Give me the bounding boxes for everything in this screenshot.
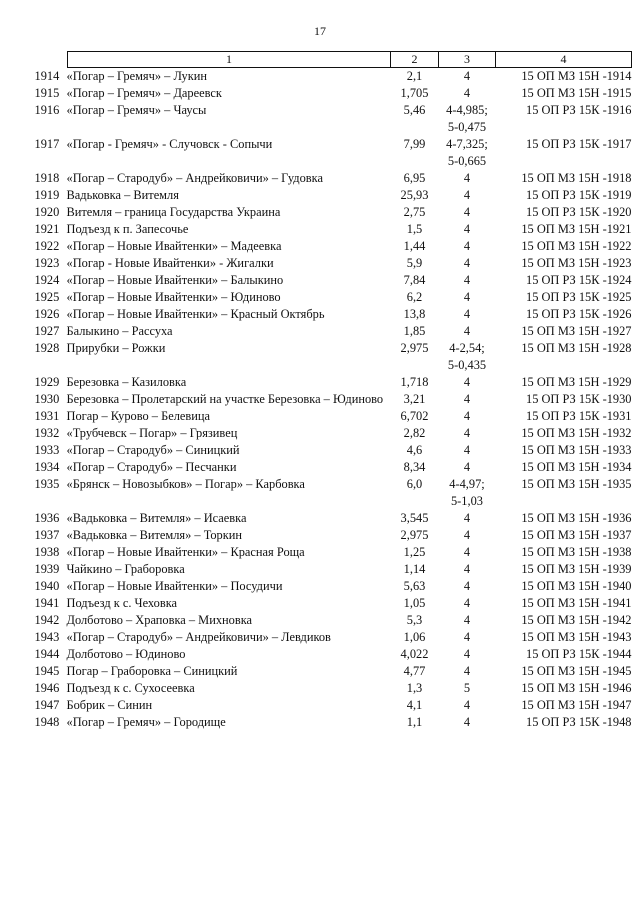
table-header — [68, 52, 632, 68]
road-code: 15 ОП РЗ 15К -1924 — [526, 273, 632, 287]
road-category: 4 — [463, 443, 471, 457]
road-code: 15 ОП МЗ 15Н -1928 — [521, 341, 632, 355]
table-row — [68, 170, 632, 187]
road-name-cell — [34, 595, 391, 612]
road-name: «Погар – Стародуб» – Песчанки — [66, 460, 237, 474]
road-length: 8,34 — [403, 460, 426, 474]
road-code: 15 ОП РЗ 15К -1930 — [526, 392, 632, 406]
road-name: «Погар – Новые Ивайтенки» – Юдиново — [66, 290, 281, 304]
table-row — [68, 306, 632, 323]
road-code: 15 ОП МЗ 15Н -1921 — [521, 222, 632, 236]
road-code: 15 ОП МЗ 15Н -1923 — [521, 256, 632, 270]
road-category: 4 — [463, 239, 471, 253]
row-number: 1941 — [34, 596, 60, 610]
road-code: 15 ОП РЗ 15К -1948 — [526, 715, 632, 729]
road-length: 1,705 — [400, 86, 429, 100]
row-number: 1926 — [34, 307, 60, 321]
road-category: 4-2,54; 5-0,435 — [447, 341, 487, 372]
table-row — [68, 238, 632, 255]
row-number: 1929 — [34, 375, 60, 389]
road-code: 15 ОП РЗ 15К -1917 — [526, 137, 632, 151]
row-number: 1917 — [34, 137, 60, 151]
road-code: 15 ОП МЗ 15Н -1935 — [521, 477, 632, 491]
road-length: 4,022 — [400, 647, 429, 661]
road-name: «Трубчевск – Погар» – Грязивец — [66, 426, 238, 440]
road-length: 3,545 — [400, 511, 429, 525]
road-category: 4 — [463, 460, 471, 474]
road-length: 1,14 — [403, 562, 426, 576]
road-name: Березовка – Пролетарский на участке Березовка – Юдиново — [66, 392, 384, 406]
road-code: 15 ОП МЗ 15Н -1937 — [521, 528, 632, 542]
road-name-cell — [34, 459, 391, 476]
road-category: 4 — [463, 324, 471, 338]
road-length: 1,25 — [403, 545, 426, 559]
road-category: 4 — [463, 630, 471, 644]
row-number: 1916 — [34, 103, 60, 117]
road-code: 15 ОП МЗ 15Н -1927 — [521, 324, 632, 338]
road-name: Долботово – Храповка – Михновка — [66, 613, 253, 627]
road-length: 1,06 — [403, 630, 426, 644]
table-row — [68, 646, 632, 663]
road-category: 4 — [463, 562, 471, 576]
road-name: Чайкино – Граборовка — [66, 562, 185, 576]
row-number: 1923 — [34, 256, 60, 270]
road-name: «Погар – Стародуб» – Синицкий — [66, 443, 240, 457]
road-name-cell — [34, 578, 391, 595]
road-category: 4 — [463, 69, 471, 83]
road-length: 6,0 — [406, 477, 423, 491]
table-row — [68, 476, 632, 510]
road-length: 1,85 — [403, 324, 426, 338]
road-name-cell — [34, 425, 391, 442]
table-row — [68, 680, 632, 697]
road-name-cell — [34, 85, 391, 102]
road-category: 4-7,325; 5-0,665 — [446, 137, 488, 168]
row-number: 1920 — [34, 205, 60, 219]
road-length: 7,99 — [403, 137, 426, 151]
road-name: Подъезд к с. Чеховка — [66, 596, 178, 610]
table-row — [68, 136, 632, 170]
road-name: «Вадьковка – Витемля» – Торкин — [66, 528, 243, 542]
table-row — [68, 187, 632, 204]
road-name-cell — [34, 663, 391, 680]
table-row — [68, 272, 632, 289]
table-row — [68, 595, 632, 612]
road-code: 15 ОП РЗ 15К -1931 — [526, 409, 632, 423]
road-code: 15 ОП МЗ 15Н -1936 — [521, 511, 632, 525]
road-category: 4 — [463, 596, 471, 610]
road-name: Погар – Курово – Белевица — [66, 409, 210, 423]
road-name: «Погар – Новые Ивайтенки» – Красный Октябрь — [66, 307, 325, 321]
road-name-cell — [34, 612, 391, 629]
road-name-cell — [34, 544, 391, 561]
road-category: 4 — [463, 205, 471, 219]
road-category: 4 — [463, 86, 471, 100]
road-category: 4 — [463, 664, 471, 678]
table-row — [68, 374, 632, 391]
road-length: 2,975 — [400, 528, 429, 542]
road-name-cell — [34, 374, 391, 391]
road-name-cell — [34, 221, 391, 238]
road-code: 15 ОП РЗ 15К -1920 — [526, 205, 632, 219]
road-category: 4 — [463, 409, 471, 423]
road-code: 15 ОП МЗ 15Н -1938 — [521, 545, 632, 559]
table-row — [68, 204, 632, 221]
row-number: 1930 — [34, 392, 60, 406]
road-category: 4 — [463, 375, 471, 389]
road-length: 4,6 — [406, 443, 423, 457]
road-length: 2,75 — [403, 205, 426, 219]
road-code: 15 ОП РЗ 15К -1926 — [526, 307, 632, 321]
row-number: 1921 — [34, 222, 60, 236]
road-category: 4 — [463, 545, 471, 559]
header-col-4: 4 — [496, 52, 632, 68]
road-category: 4-4,97; 5-1,03 — [449, 477, 485, 508]
road-category: 4 — [463, 307, 471, 321]
road-length: 2,1 — [406, 69, 423, 83]
road-category: 4 — [463, 579, 471, 593]
road-name-cell — [34, 289, 391, 306]
road-name-cell — [34, 697, 391, 714]
road-length: 1,718 — [400, 375, 429, 389]
table-row — [68, 578, 632, 595]
table-row — [68, 289, 632, 306]
road-length: 5,3 — [406, 613, 423, 627]
road-name: «Погар – Новые Ивайтенки» – Мадеевка — [66, 239, 282, 253]
table-row — [68, 255, 632, 272]
road-length: 1,3 — [406, 681, 423, 695]
row-number: 1947 — [34, 698, 60, 712]
road-name-cell — [34, 323, 391, 340]
road-name-cell — [34, 646, 391, 663]
page-number: 17 — [314, 24, 326, 38]
row-number: 1943 — [34, 630, 60, 644]
roads-table — [34, 51, 632, 731]
road-name-cell — [34, 306, 391, 323]
road-length: 6,702 — [400, 409, 429, 423]
road-category: 4 — [463, 290, 471, 304]
table-row — [68, 459, 632, 476]
row-number: 1928 — [34, 341, 60, 355]
road-category: 4 — [463, 426, 471, 440]
road-name: Погар – Граборовка – Синицкий — [66, 664, 238, 678]
road-code: 15 ОП МЗ 15Н -1929 — [521, 375, 632, 389]
road-name: Вадьковка – Витемля — [66, 188, 179, 202]
road-name-cell — [34, 68, 391, 86]
row-number: 1937 — [34, 528, 60, 542]
road-name: «Брянск – Новозыбков» – Погар» – Карбовка — [66, 477, 305, 491]
road-code: 15 ОП МЗ 15Н -1914 — [521, 69, 632, 83]
row-number: 1919 — [34, 188, 60, 202]
road-category: 4 — [463, 256, 471, 270]
road-length: 4,1 — [406, 698, 423, 712]
road-category: 4 — [463, 528, 471, 542]
table-row — [68, 714, 632, 731]
road-name: «Погар – Новые Ивайтенки» – Красная Роща — [66, 545, 305, 559]
road-category: 4 — [463, 698, 471, 712]
road-name: «Вадьковка – Витемля» – Исаевка — [66, 511, 247, 525]
row-number: 1946 — [34, 681, 60, 695]
road-code: 15 ОП МЗ 15Н -1939 — [521, 562, 632, 576]
road-name-cell — [34, 527, 391, 544]
road-category: 4 — [463, 273, 471, 287]
road-length: 4,77 — [403, 664, 426, 678]
table-body — [34, 68, 632, 732]
road-code: 15 ОП МЗ 15Н -1942 — [521, 613, 632, 627]
table-row — [68, 697, 632, 714]
header-row — [68, 52, 632, 68]
row-number: 1933 — [34, 443, 60, 457]
road-code: 15 ОП РЗ 15К -1916 — [526, 103, 632, 117]
road-name-cell — [34, 561, 391, 578]
road-category: 4 — [463, 188, 471, 202]
road-code: 15 ОП РЗ 15К -1925 — [526, 290, 632, 304]
road-code: 15 ОП РЗ 15К -1919 — [526, 188, 632, 202]
road-name: «Погар – Гремяч» – Дареевск — [66, 86, 222, 100]
road-category: 4 — [463, 171, 471, 185]
road-name-cell — [34, 680, 391, 697]
road-category: 5 — [463, 681, 471, 695]
row-number: 1939 — [34, 562, 60, 576]
row-number: 1945 — [34, 664, 60, 678]
row-number: 1924 — [34, 273, 60, 287]
road-name-cell — [34, 136, 391, 170]
road-code: 15 ОП МЗ 15Н -1933 — [521, 443, 632, 457]
road-length: 1,05 — [403, 596, 426, 610]
road-length: 13,8 — [403, 307, 426, 321]
road-name: Бобрик – Синин — [66, 698, 153, 712]
road-code: 15 ОП МЗ 15Н -1934 — [521, 460, 632, 474]
road-name: «Погар – Гремяч» – Чаусы — [66, 103, 207, 117]
road-length: 7,84 — [403, 273, 426, 287]
table-row — [68, 102, 632, 136]
road-name-cell — [34, 510, 391, 527]
row-number: 1940 — [34, 579, 60, 593]
road-name: «Погар - Новые Ивайтенки» - Жигалки — [66, 256, 274, 270]
road-name: Подъезд к п. Запесочье — [66, 222, 189, 236]
road-name-cell — [34, 204, 391, 221]
row-number: 1918 — [34, 171, 60, 185]
road-name: Долботово – Юдиново — [66, 647, 186, 661]
row-number: 1925 — [34, 290, 60, 304]
road-length: 6,95 — [403, 171, 426, 185]
table-row — [68, 442, 632, 459]
road-category: 4 — [463, 511, 471, 525]
road-code: 15 ОП МЗ 15Н -1943 — [521, 630, 632, 644]
row-number: 1938 — [34, 545, 60, 559]
row-number: 1914 — [34, 69, 60, 83]
row-number: 1936 — [34, 511, 60, 525]
road-code: 15 ОП МЗ 15Н -1945 — [521, 664, 632, 678]
table-row — [68, 527, 632, 544]
road-name: «Погар – Гремяч» – Лукин — [66, 69, 208, 83]
header-col-2: 2 — [391, 52, 439, 68]
road-name-cell — [34, 714, 391, 731]
road-length: 2,82 — [403, 426, 426, 440]
road-name-cell — [34, 629, 391, 646]
table-row — [68, 629, 632, 646]
road-code: 15 ОП МЗ 15Н -1940 — [521, 579, 632, 593]
road-code: 15 ОП МЗ 15Н -1915 — [521, 86, 632, 100]
road-name: Балыкино – Рассуха — [66, 324, 173, 338]
row-number: 1915 — [34, 86, 60, 100]
road-length: 2,975 — [400, 341, 429, 355]
road-name-cell — [34, 187, 391, 204]
road-length: 6,2 — [406, 290, 423, 304]
road-name-cell — [34, 442, 391, 459]
road-name-cell — [34, 255, 391, 272]
road-category: 4 — [463, 647, 471, 661]
row-number: 1944 — [34, 647, 60, 661]
road-name: «Погар - Гремяч» - Случовск - Сопычи — [66, 137, 273, 151]
road-length: 1,1 — [406, 715, 423, 729]
row-number: 1931 — [34, 409, 60, 423]
table-row — [68, 544, 632, 561]
road-name: Прирубки – Рожки — [66, 341, 166, 355]
header-col-1: 1 — [68, 52, 391, 68]
road-name-cell — [34, 391, 391, 408]
road-code: 15 ОП МЗ 15Н -1947 — [521, 698, 632, 712]
table-row — [68, 323, 632, 340]
road-length: 5,63 — [403, 579, 426, 593]
road-name: Подъезд к с. Сухосеевка — [66, 681, 195, 695]
row-number: 1948 — [34, 715, 60, 729]
road-name: «Погар – Стародуб» – Андрейковичи» – Левдиков — [66, 630, 331, 644]
table-row — [68, 221, 632, 238]
road-category: 4-4,985; 5-0,475 — [446, 103, 488, 134]
table-row — [68, 340, 632, 374]
row-number: 1934 — [34, 460, 60, 474]
road-name: «Погар – Стародуб» – Андрейковичи» – Гудовка — [66, 171, 323, 185]
road-name-cell — [34, 170, 391, 187]
row-number: 1935 — [34, 477, 60, 491]
table-row — [68, 68, 632, 86]
road-category: 4 — [463, 222, 471, 236]
road-name-cell — [34, 102, 391, 136]
road-length: 25,93 — [400, 188, 429, 202]
road-code: 15 ОП МЗ 15Н -1932 — [521, 426, 632, 440]
road-name-cell — [34, 272, 391, 289]
table-row — [68, 510, 632, 527]
row-number: 1942 — [34, 613, 60, 627]
road-name-cell — [34, 238, 391, 255]
road-name: Витемля – граница Государства Украина — [66, 205, 281, 219]
table-row — [68, 425, 632, 442]
road-name: «Погар – Гремяч» – Городище — [66, 715, 226, 729]
road-category: 4 — [463, 715, 471, 729]
road-name-cell — [34, 476, 391, 510]
road-length: 1,5 — [406, 222, 423, 236]
road-name: Березовка – Казиловка — [66, 375, 187, 389]
table-row — [68, 408, 632, 425]
road-code: 15 ОП МЗ 15Н -1946 — [521, 681, 632, 695]
row-number: 1927 — [34, 324, 60, 338]
road-category: 4 — [463, 392, 471, 406]
road-name: «Погар – Новые Ивайтенки» – Балыкино — [66, 273, 284, 287]
row-number: 1922 — [34, 239, 60, 253]
header-col-3: 3 — [439, 52, 496, 68]
road-length: 5,9 — [406, 256, 423, 270]
road-length: 1,44 — [403, 239, 426, 253]
road-code: 15 ОП РЗ 15К -1944 — [526, 647, 632, 661]
road-name: «Погар – Новые Ивайтенки» – Посудичи — [66, 579, 283, 593]
road-name-cell — [34, 340, 391, 374]
table-row — [68, 561, 632, 578]
table-row — [68, 663, 632, 680]
road-length: 3,21 — [403, 392, 426, 406]
table-row — [68, 85, 632, 102]
road-length: 5,46 — [403, 103, 426, 117]
table-row — [68, 391, 632, 408]
row-number: 1932 — [34, 426, 60, 440]
road-code: 15 ОП МЗ 15Н -1918 — [521, 171, 632, 185]
road-code: 15 ОП МЗ 15Н -1941 — [521, 596, 632, 610]
road-code: 15 ОП МЗ 15Н -1922 — [521, 239, 632, 253]
table-row — [68, 612, 632, 629]
road-name-cell — [34, 408, 391, 425]
road-category: 4 — [463, 613, 471, 627]
